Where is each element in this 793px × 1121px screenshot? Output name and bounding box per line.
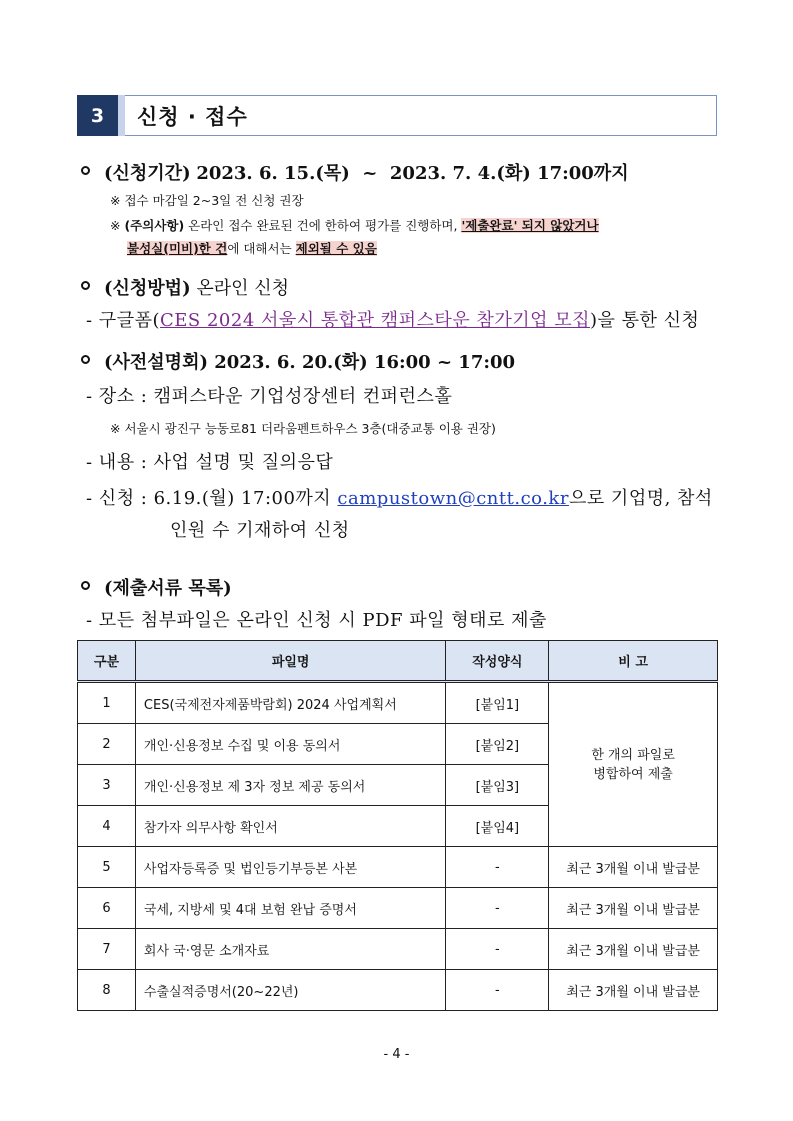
row-no: 3	[78, 765, 136, 806]
row-no: 7	[78, 929, 136, 970]
row-filename: 개인·신용정보 제 3자 정보 제공 동의서	[135, 765, 446, 806]
method-text: 온라인 신청	[190, 278, 289, 299]
caution-highlight-1: '제출완료' 되지 않았거나	[461, 218, 599, 233]
row-note: 최근 3개월 이내 발급분	[549, 847, 718, 888]
period-text: 2023. 6. 15.(목) ~ 2023. 7. 4.(화) 17:00까지	[196, 163, 629, 184]
row-note: 최근 3개월 이내 발급분	[549, 929, 718, 970]
header-no: 구분	[78, 641, 136, 682]
row-form: [붙임4]	[446, 806, 549, 847]
table-row	[78, 847, 718, 888]
briefing-heading	[104, 348, 515, 374]
row-no: 4	[78, 806, 136, 847]
row-filename: 개인·신용정보 수집 및 이용 동의서	[135, 724, 446, 765]
caution-highlight-3: 제외될 수 있음	[295, 241, 377, 256]
period-heading	[104, 159, 629, 185]
row-form: [붙임3]	[446, 765, 549, 806]
row-form: -	[446, 970, 549, 1011]
row-no: 8	[78, 970, 136, 1011]
row-form: [붙임2]	[446, 724, 549, 765]
table-header-row	[78, 641, 718, 682]
section-number: 3	[77, 95, 118, 136]
row-form: [붙임1]	[446, 682, 549, 724]
documents-note: - 모든 첨부파일은 온라인 신청 시 PDF 파일 형태로 제출	[86, 610, 547, 631]
row-filename: 국세, 지방세 및 4대 보험 완납 증명서	[135, 888, 446, 929]
page-number: - 4 -	[383, 1047, 410, 1062]
section-header-accent	[118, 95, 125, 136]
period-note-3: 불성실(미비)한 건에 대해서는 제외될 수 있음	[127, 241, 377, 256]
row-note: 최근 3개월 이내 발급분	[549, 888, 718, 929]
circle-bullet-icon	[81, 581, 90, 590]
row-no: 2	[78, 724, 136, 765]
briefing-apply: - 신청 : 6.19.(월) 17:00까지 campustown@cntt.co.kr으로 기업명, 참석	[86, 488, 713, 509]
method-line: - 구글폼(CES 2024 서울시 통합관 캠퍼스타운 참가기업 모집)을 통한 신청	[86, 310, 700, 331]
briefing-place: - 장소 : 캠퍼스타운 기업성장센터 컨퍼런스홀	[86, 386, 453, 407]
circle-bullet-icon	[81, 166, 90, 175]
briefing-place-note: ※ 서울시 광진구 능동로81 더라움펜트하우스 3층(대중교통 이용 권장)	[110, 421, 496, 436]
row-filename: 회사 국·영문 소개자료	[135, 929, 446, 970]
table-row	[78, 970, 718, 1011]
row-no: 6	[78, 888, 136, 929]
header-filename: 파일명	[135, 641, 446, 682]
row-filename: 참가자 의무사항 확인서	[135, 806, 446, 847]
row-no: 5	[78, 847, 136, 888]
header-note: 비 고	[549, 641, 718, 682]
period-label: (신청기간)	[104, 163, 191, 184]
row-filename: CES(국제전자제품박람회) 2024 사업계획서	[135, 682, 446, 724]
row-note: 최근 3개월 이내 발급분	[549, 970, 718, 1011]
email-link[interactable]: campustown@cntt.co.kr	[337, 488, 569, 509]
method-heading	[104, 274, 289, 300]
briefing-label: (사전설명회)	[104, 352, 208, 373]
table-row	[78, 929, 718, 970]
row-no: 1	[78, 682, 136, 724]
row-form: -	[446, 847, 549, 888]
briefing-text: 2023. 6. 20.(화) 16:00 ~ 17:00	[207, 352, 516, 373]
caution-highlight-2: 불성실(미비)한 건	[127, 241, 228, 256]
row-form: -	[446, 929, 549, 970]
header-form: 작성양식	[446, 641, 549, 682]
documents-table	[77, 640, 718, 1011]
section-title: 신청 · 접수	[137, 105, 248, 129]
table-row	[78, 888, 718, 929]
briefing-content: - 내용 : 사업 설명 및 질의응답	[86, 452, 334, 473]
merged-note-cell: 한 개의 파일로 병합하여 제출	[549, 682, 718, 847]
method-label: (신청방법)	[104, 278, 191, 299]
circle-bullet-icon	[81, 355, 90, 364]
documents-label: (제출서류 목록)	[104, 578, 232, 599]
table-row	[78, 682, 718, 724]
caution-label: (주의사항)	[124, 218, 185, 233]
documents-heading	[104, 574, 232, 600]
row-form: -	[446, 888, 549, 929]
period-note-1: ※ 접수 마감일 2~3일 전 신청 권장	[110, 193, 304, 208]
briefing-apply-line2: 인원 수 기재하여 신청	[170, 520, 350, 541]
row-filename: 사업자등록증 및 법인등기부등본 사본	[135, 847, 446, 888]
google-form-link[interactable]: CES 2024 서울시 통합관 캠퍼스타운 참가기업 모집	[160, 310, 590, 331]
circle-bullet-icon	[81, 281, 90, 290]
row-filename: 수출실적증명서(20~22년)	[135, 970, 446, 1011]
period-note-2: ※ (주의사항) 온라인 접수 완료된 건에 한하여 평가를 진행하며, '제출완료' 되지 않았거나	[110, 218, 599, 233]
